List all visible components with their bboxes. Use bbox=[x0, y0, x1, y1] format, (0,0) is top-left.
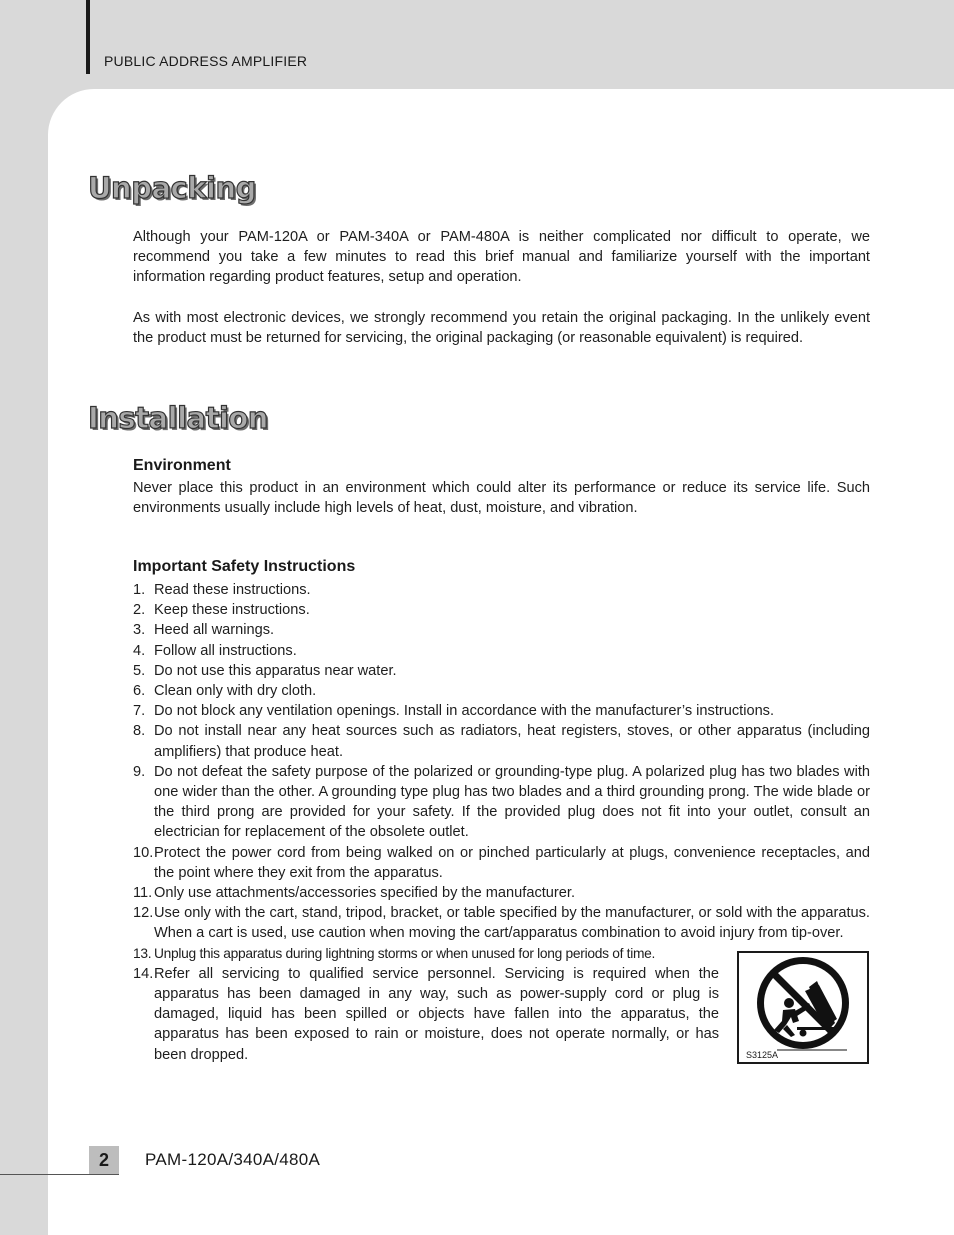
installation-title: Installation bbox=[88, 401, 268, 435]
item-number: 14. bbox=[133, 965, 154, 982]
cart-tip-over-warning-icon bbox=[739, 953, 867, 1062]
environment-paragraph: Never place this product in an environment which could alter its performance or reduce its service life. Such environments usually include high levels of heat, dust, moisture, and vibration. bbox=[133, 480, 870, 516]
item-text: Do not block any ventilation openings. Install in accordance with the manufacturer’s instructions. bbox=[154, 703, 775, 720]
item-number: 4. bbox=[133, 642, 146, 659]
list-item bbox=[133, 843, 870, 883]
symbol-code: S3125A bbox=[746, 1050, 779, 1060]
item-number: 11. bbox=[133, 885, 153, 902]
cart-warning-symbol bbox=[737, 951, 869, 1064]
item-number: 6. bbox=[133, 683, 146, 700]
item-text: Only use attachments/accessories specified by the manufacturer. bbox=[154, 885, 575, 902]
list-item bbox=[133, 580, 870, 600]
item-number: 9. bbox=[133, 763, 146, 780]
unpacking-paragraph-2: As with most electronic devices, we strongly recommend you retain the original packaging. In the unlikely event the product must be returned for servicing, the original packaging (or reasonable equivalent) is required. bbox=[133, 310, 870, 346]
list-item bbox=[133, 762, 870, 843]
item-number: 1. bbox=[133, 582, 146, 598]
header-bar bbox=[86, 0, 90, 74]
item-text: Clean only with dry cloth. bbox=[154, 683, 317, 700]
environment-heading: Environment bbox=[133, 457, 231, 474]
item-text: Heed all warnings. bbox=[154, 622, 275, 639]
page-number: 2 bbox=[89, 1146, 119, 1174]
item-number: 7. bbox=[133, 703, 146, 720]
item-number: 8. bbox=[133, 723, 146, 740]
safety-heading: Important Safety Instructions bbox=[133, 558, 356, 575]
list-item bbox=[133, 661, 870, 681]
list-item bbox=[133, 903, 870, 943]
list-item bbox=[133, 620, 870, 640]
item-number: 13. bbox=[133, 945, 152, 961]
item-text: Follow all instructions. bbox=[154, 642, 297, 659]
list-item bbox=[133, 964, 719, 1065]
list-item bbox=[133, 681, 870, 701]
item-text: Refer all servicing to qualified service personnel. Servicing is required when the apparatus has been damaged in any way, such as power-supply cord or plug is damaged, liquid has been spilled or objects have fallen into the apparatus, the apparatus has been exposed to rain or moisture, does not operate normally, or has been dropped. bbox=[154, 965, 719, 1063]
list-item bbox=[133, 641, 870, 661]
list-item bbox=[133, 883, 870, 903]
item-number: 12. bbox=[133, 905, 154, 922]
list-item bbox=[133, 721, 870, 761]
item-number: 5. bbox=[133, 662, 146, 679]
item-text: Protect the power cord from being walked on or pinched particularly at plugs, convenience receptacles, and the point where they exit from the apparatus. bbox=[154, 844, 870, 881]
item-text: Read these instructions. bbox=[154, 582, 311, 598]
item-number: 3. bbox=[133, 622, 146, 639]
footer-model-name: PAM-120A/340A/480A bbox=[145, 1150, 321, 1169]
item-number: 2. bbox=[133, 602, 146, 619]
item-text: Unplug this apparatus during lightning storms or when unused for long periods of time. bbox=[154, 945, 656, 961]
unpacking-paragraph-1: Although your PAM-120A or PAM-340A or PAM-480A is neither complicated nor difficult to operate, we recommend you take a few minutes to read this brief manual and familiarize yourself with the important information regarding product features, setup and operation. bbox=[133, 229, 870, 285]
item-number: 10. bbox=[133, 844, 154, 861]
unpacking-title: Unpacking bbox=[88, 171, 256, 205]
item-text: Do not use this apparatus near water. bbox=[154, 662, 397, 679]
item-text: Use only with the cart, stand, tripod, bracket, or table specified by the manufacturer, or sold with the apparatus. When a cart is used, use caution when moving the cart/apparatus combination to avoid injury from tip-over. bbox=[154, 905, 870, 942]
running-header: PUBLIC ADDRESS AMPLIFIER bbox=[104, 53, 308, 69]
item-text: Keep these instructions. bbox=[154, 602, 310, 619]
list-item bbox=[133, 701, 870, 721]
item-text: Do not install near any heat sources such as radiators, heat registers, stoves, or other apparatus (including amplifiers) that produce heat. bbox=[154, 723, 870, 760]
list-item bbox=[133, 600, 870, 620]
item-text: Do not defeat the safety purpose of the polarized or grounding-type plug. A polarized plug has two blades with one wider than the other. A grounding type plug has two blades and a third grounding prong. The wide blade or the third prong are provided for your safety. If the provided plug does not fit into your outlet, consult an electrician for replacement of the obsolete outlet. bbox=[154, 763, 870, 841]
footer-divider bbox=[0, 1174, 119, 1175]
